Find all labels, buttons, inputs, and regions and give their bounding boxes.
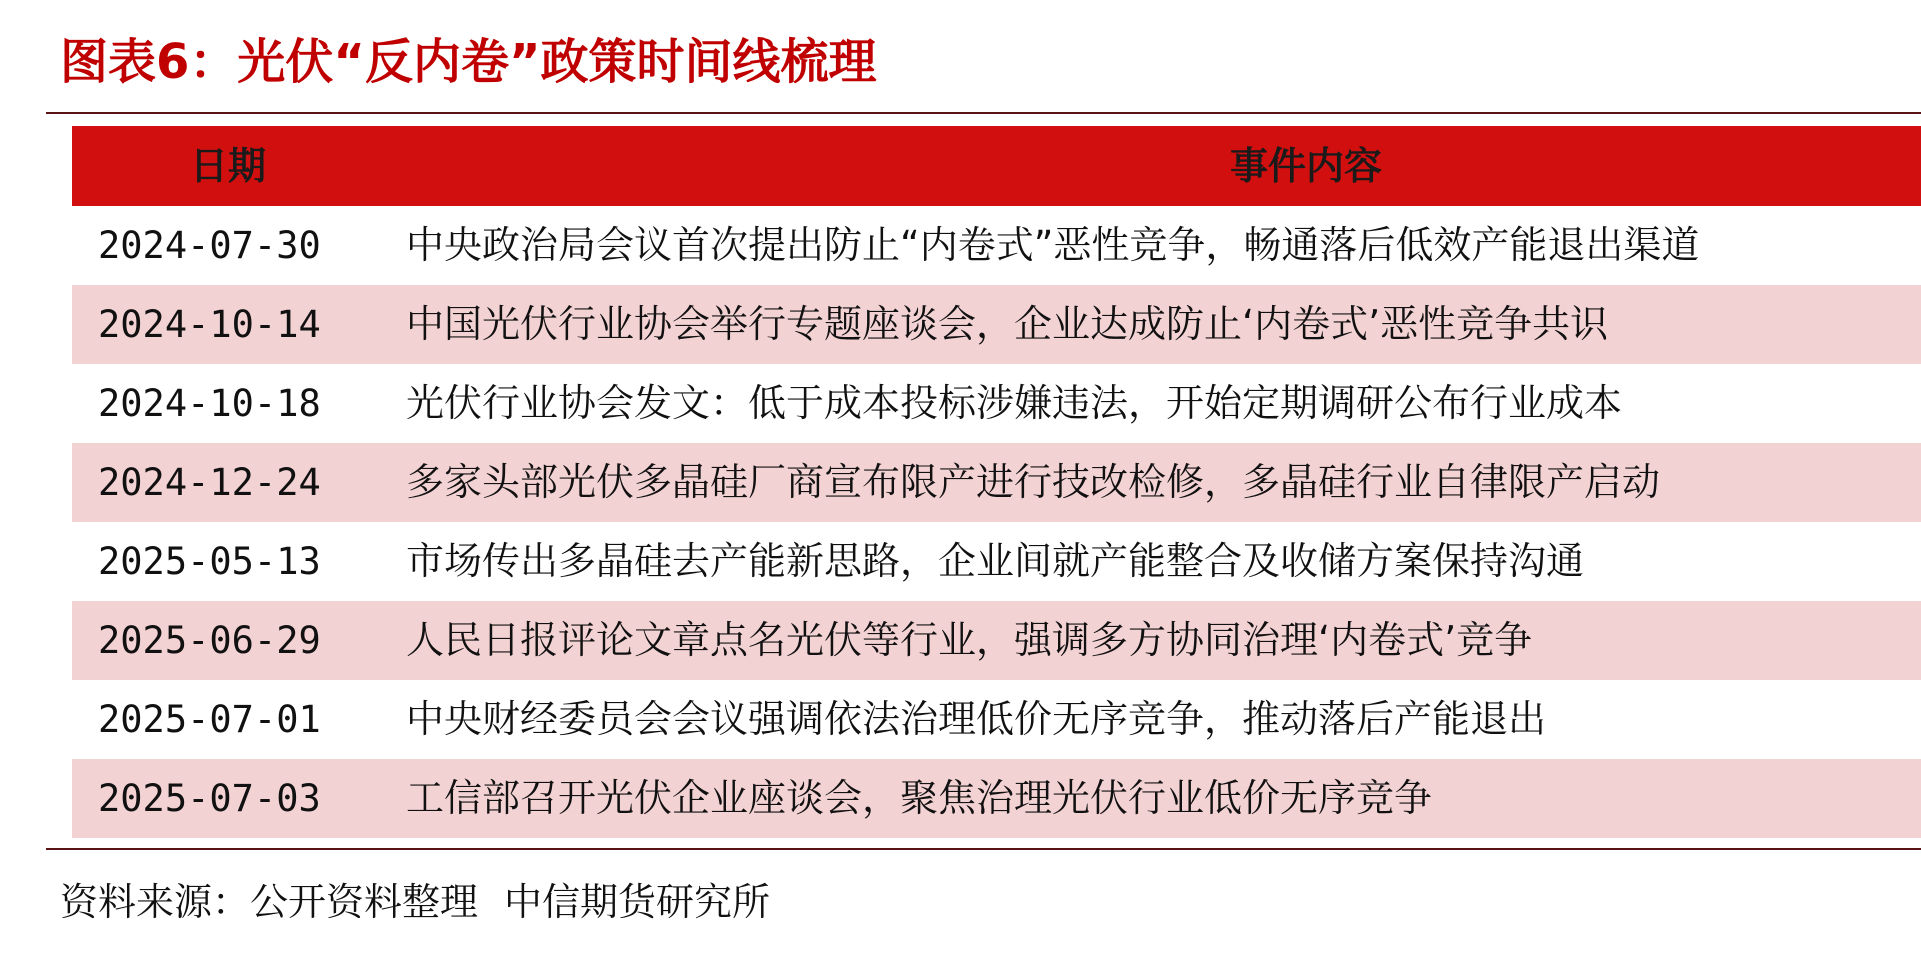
row-event: 人民日报评论文章点名光伏等行业，强调多方协同治理‘内卷式’竞争 [406, 618, 1533, 662]
table-row [72, 680, 1921, 759]
top-rule [46, 112, 1921, 114]
row-date: 2025-06-29 [98, 619, 321, 662]
table-row [72, 601, 1921, 680]
row-date: 2024-12-24 [98, 461, 321, 504]
header-event: 事件内容 [1229, 144, 1383, 188]
table-row [72, 759, 1921, 838]
policy-timeline-table [72, 126, 1921, 838]
table-header [72, 126, 1921, 206]
figure-title: 图表6：光伏“反内卷”政策时间线梳理 [60, 34, 877, 90]
table-row [72, 443, 1921, 522]
table-row [72, 285, 1921, 364]
row-date: 2025-07-03 [98, 777, 321, 820]
row-event: 中央财经委员会会议强调依法治理低价无序竞争，推动落后产能退出 [406, 697, 1547, 741]
row-date: 2025-05-13 [98, 540, 321, 583]
source-label: 资料来源：公开资料整理 [60, 880, 479, 924]
row-event: 市场传出多晶硅去产能新思路，企业间就产能整合及收储方案保持沟通 [406, 539, 1585, 583]
row-event: 多家头部光伏多晶硅厂商宣布限产进行技改检修，多晶硅行业自律限产启动 [406, 460, 1661, 504]
row-event: 中国光伏行业协会举行专题座谈会，企业达成防止‘内卷式’恶性竞争共识 [406, 302, 1609, 346]
source-org: 中信期货研究所 [504, 880, 771, 924]
table-row [72, 522, 1921, 601]
bottom-rule [46, 848, 1921, 850]
row-date: 2024-07-30 [98, 224, 321, 267]
row-date: 2024-10-14 [98, 303, 321, 346]
header-date: 日期 [189, 144, 267, 188]
row-date: 2025-07-01 [98, 698, 321, 741]
source-note [60, 876, 770, 928]
row-event: 工信部召开光伏企业座谈会，聚焦治理光伏行业低价无序竞争 [406, 776, 1433, 820]
row-event: 光伏行业协会发文：低于成本投标涉嫌违法，开始定期调研公布行业成本 [406, 381, 1623, 425]
row-event: 中央政治局会议首次提出防止“内卷式”恶性竞争，畅通落后低效产能退出渠道 [406, 223, 1700, 267]
table-row [72, 364, 1921, 443]
table-row [72, 206, 1921, 285]
row-date: 2024-10-18 [98, 382, 321, 425]
